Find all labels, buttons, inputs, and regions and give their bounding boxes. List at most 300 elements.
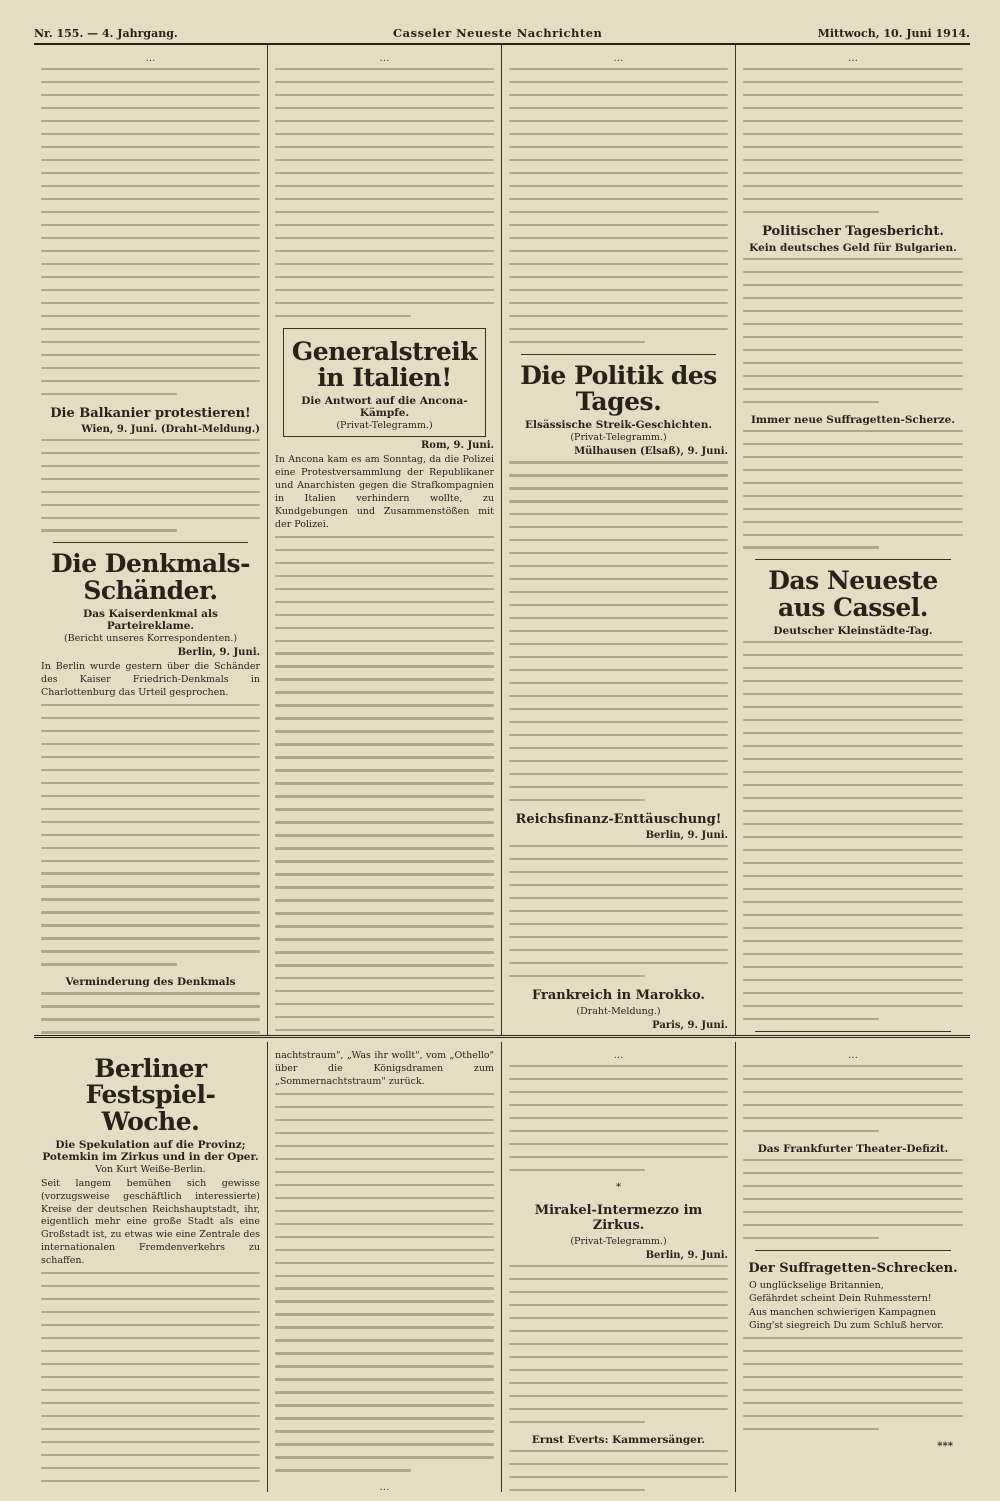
text-line [743, 771, 963, 773]
text-line [743, 758, 963, 760]
text-line [275, 68, 494, 70]
headline-mirakel: Mirakel-Intermezzo im Zirkus. [534, 1202, 703, 1233]
text-line [743, 693, 963, 695]
text-line [743, 706, 963, 708]
text-line [743, 823, 963, 825]
issue-date: Mittwoch, 10. Juni 1914. [817, 27, 970, 40]
text-line [41, 159, 260, 161]
article-lead: In Berlin wurde gestern über die Schänder des Kaiser Friedrich-Denkmals in Charlottenburg das Urteil gesprochen. [41, 660, 260, 698]
paper-name: Casseler Neueste Nachrichten [393, 26, 603, 40]
text-line [275, 1300, 494, 1302]
text-line [275, 172, 494, 174]
text-line [275, 704, 494, 706]
text-line [509, 107, 728, 109]
text-line [509, 1343, 728, 1345]
text-line [743, 185, 963, 187]
text-line [743, 1198, 963, 1200]
top-column-2: … Generalstreik in Italien! Die Antwort auf die Ancona-Kämpfe. (Privat-Telegramm.) Rom, 9. Juni. In Ancona kam es am Sonntag, da die Polizei eine Protestversammlung der Republikaner und Anarchisten gegen die Strafkompagnien in Italien verhindern wollte, zu Kundgebungen und Zusammenstößen mit der Polizei. [268, 45, 502, 1035]
text-line [275, 146, 494, 148]
text-line [275, 1029, 494, 1031]
text-line [275, 1093, 494, 1095]
text-line [509, 1143, 728, 1145]
bottom-column-1 [34, 1042, 268, 1492]
text-line [509, 159, 728, 161]
text-line [509, 962, 728, 964]
text-line [509, 656, 728, 658]
text-line [509, 578, 728, 580]
text-line [743, 1065, 963, 1067]
text-line [275, 211, 494, 213]
article-lead: In Ancona kam es am Sonntag, da die Polizei eine Protestversammlung der Republikaner und Anarchisten gegen die Strafkompagnien in Italien verhindern wollte, zu Kundgebungen und Zusammenstößen mit der Polizei. [275, 454, 494, 530]
text-line [275, 1171, 494, 1173]
text-line [743, 133, 963, 135]
text-line [509, 858, 728, 860]
subhead-kleinstaedte-tag: Deutscher Kleinstädte-Tag. [773, 624, 933, 637]
text-line [41, 1324, 260, 1326]
text-line [41, 717, 260, 719]
text-line [275, 302, 494, 304]
subhead-bulgarien: Kein deutsches Geld für Bulgarien. [749, 241, 957, 254]
text-line [509, 1265, 728, 1267]
text-line [41, 730, 260, 732]
text-line [743, 1185, 963, 1187]
text-line [275, 795, 494, 797]
text-line [509, 734, 728, 736]
text-line [743, 1350, 963, 1352]
text-line [509, 461, 728, 463]
text-line [509, 1421, 645, 1423]
text-line [41, 68, 260, 70]
text-line [41, 1005, 260, 1007]
text-line [275, 94, 494, 96]
text-line [275, 81, 494, 83]
text-line [743, 1005, 963, 1007]
issue-number: Nr. 155. — 4. Jahrgang. [34, 27, 178, 40]
text-line [41, 937, 260, 939]
text-line [509, 172, 728, 174]
text-line [41, 1031, 260, 1033]
text-line [743, 745, 963, 747]
text-line [509, 224, 728, 226]
text-line [743, 456, 963, 458]
text-line [275, 614, 494, 616]
text-line [509, 708, 728, 710]
text-line [275, 120, 494, 122]
text-line [743, 641, 963, 643]
subhead-ancona: Die Antwort auf die Ancona-Kämpfe. [301, 395, 468, 420]
text-line [41, 172, 260, 174]
text-line [275, 640, 494, 642]
text-line [275, 1210, 494, 1212]
text-line [509, 1382, 728, 1384]
text-line [509, 1317, 728, 1319]
text-line [743, 797, 963, 799]
text-line [743, 901, 963, 903]
subhead-verminderung: Verminderung des Denkmals [65, 976, 236, 989]
text-line [509, 1476, 728, 1478]
headline-festspiel-woche: Berliner Festspiel-Woche. [85, 1054, 216, 1136]
text-line [41, 950, 260, 952]
text-line [41, 924, 260, 926]
text-line [275, 1249, 494, 1251]
text-line [41, 1467, 260, 1469]
text-line [41, 198, 260, 200]
dateline-berlin: Berlin, 9. Juni. [645, 829, 728, 841]
text-line [509, 81, 728, 83]
dateline-muelhausen: Mülhausen (Elsaß), 9. Juni. [574, 446, 728, 458]
text-line [743, 1018, 879, 1020]
text-line [743, 94, 963, 96]
text-line [743, 953, 963, 955]
text-line [275, 691, 494, 693]
text-line [743, 388, 963, 390]
text-line [275, 276, 494, 278]
text-line [41, 81, 260, 83]
text-line [275, 938, 494, 940]
text-line [743, 258, 963, 260]
text-line [275, 743, 494, 745]
text-line [41, 1285, 260, 1287]
text-line [743, 159, 963, 161]
text-line [743, 1091, 963, 1093]
text-line [743, 1117, 963, 1119]
text-line [41, 743, 260, 745]
text-line [275, 1430, 494, 1432]
text-line [509, 237, 728, 239]
text-line [275, 1352, 494, 1354]
text-line [743, 375, 963, 377]
text-line [41, 504, 260, 506]
text-line [41, 834, 260, 836]
text-line [41, 107, 260, 109]
text-line [275, 1391, 494, 1393]
headline-balkan: Die Balkanier protestieren! [50, 405, 251, 421]
headline-tagesbericht: Politischer Tagesbericht. [762, 223, 944, 239]
text-line [509, 1278, 728, 1280]
text-line [41, 1311, 260, 1313]
text-line [41, 1402, 260, 1404]
text-line [275, 289, 494, 291]
poem-line: Ging'st siegreich Du zum Schluß hervor. [749, 1320, 944, 1332]
subhead-everts: Ernst Everts: Kammersänger. [531, 1433, 706, 1446]
text-line [743, 521, 963, 523]
text-line [41, 393, 177, 395]
byline-privat-telegramm: (Privat-Telegramm.) [336, 420, 433, 432]
text-line [743, 323, 963, 325]
text-line [743, 1159, 963, 1161]
article-lead: nachtstraum", „Was ihr wollt", vom „Othello" über die Königsdramen zum „Sommernachtstraum" zurück. [275, 1050, 494, 1087]
text-line [41, 1480, 260, 1482]
text-line [509, 643, 728, 645]
text-line [509, 276, 728, 278]
text-line [743, 1389, 963, 1391]
text-line [743, 271, 963, 273]
text-line [743, 546, 879, 548]
text-line [509, 1169, 645, 1171]
text-line [41, 276, 260, 278]
text-line [275, 1158, 494, 1160]
byline-korrespondent: (Bericht unseres Korrespondenten.) [63, 632, 238, 644]
text-line [41, 367, 260, 369]
text-line [509, 799, 645, 801]
text-line [509, 1304, 728, 1306]
text-line [743, 1078, 963, 1080]
text-line [509, 198, 728, 200]
text-line [275, 886, 494, 888]
text-line [509, 341, 645, 343]
text-line [509, 552, 728, 554]
text-line [509, 1408, 728, 1410]
text-line [743, 680, 963, 682]
headline-neueste-aus-cassel: Das Neueste aus Cassel. [768, 566, 938, 622]
bottom-column-2: nachtstraum", „Was ihr wollt", vom „Othello" über die Königsdramen zum „Sommernachtstraum" zurück. … [268, 1042, 502, 1492]
text-line [275, 627, 494, 629]
text-line [743, 784, 963, 786]
text-line [743, 1237, 879, 1239]
text-line [743, 810, 963, 812]
text-line [509, 1104, 728, 1106]
text-line [41, 1441, 260, 1443]
text-line [275, 1262, 494, 1264]
text-line [275, 588, 494, 590]
generalstreik-box [283, 328, 486, 438]
text-line [275, 1365, 494, 1367]
text-line [41, 847, 260, 849]
text-line [743, 211, 879, 213]
text-line [743, 336, 963, 338]
text-line [275, 665, 494, 667]
text-line [275, 1132, 494, 1134]
poem-line: Aus manchen schwierigen Kampagnen [749, 1306, 936, 1318]
text-line [509, 773, 728, 775]
text-line [41, 452, 260, 454]
text-line [275, 1016, 494, 1018]
text-line [743, 1130, 879, 1132]
text-line [509, 1065, 728, 1067]
text-line [275, 1287, 494, 1289]
text-line [509, 94, 728, 96]
top-column-3: … Die Politik des Tages. Elsässische Streik-Geschichten. (Privat-Telegramm.) Mülhausen (Elsaß), 9. Juni. Reichsfinanz-Enttäuschung! Berlin, 9. Juni. Frankreich in Marokko. (Draht-Meldung.) Paris, 9. Juni. [502, 45, 736, 1035]
text-line [41, 1389, 260, 1391]
text-line [275, 951, 494, 953]
text-line [509, 721, 728, 723]
text-line [41, 821, 260, 823]
byline-privat-telegramm: (Privat-Telegramm.) [570, 432, 667, 444]
text-line [743, 508, 963, 510]
text-line [509, 910, 728, 912]
text-line [743, 875, 963, 877]
text-line [509, 747, 728, 749]
text-line [743, 310, 963, 312]
text-line [743, 172, 963, 174]
bottom-column-4: … Das Frankfurter Theater-Defizit. Der Suffragetten-Schrecken. O unglückselige Britannien, Gefährdet scheint Dein Ruhmesstern! Aus manchen schwierigen Kampagnen Ging'st siegreich Du zum Schluß hervor. *** [736, 1042, 970, 1492]
text-line [509, 786, 728, 788]
text-line [41, 1415, 260, 1417]
text-line [509, 845, 728, 847]
text-line [275, 782, 494, 784]
text-line [509, 565, 728, 567]
text-line [743, 482, 963, 484]
text-line [743, 979, 963, 981]
text-line [743, 68, 963, 70]
text-line [275, 1119, 494, 1121]
text-line [509, 1369, 728, 1371]
article-lead: Seit langem bemühen sich gewisse (vorzugsweise geschäftlich interessierte) Kreise der deutschen Reichshauptstadt, ihr, eigentlich mehr eine große Stadt als eine Großstadt ist, zu etwas wie eine Zentrale des internationalen Fremdenverkehrs zu schaffen. [41, 1177, 260, 1267]
text-line [275, 808, 494, 810]
text-line [509, 871, 728, 873]
text-line [509, 1356, 728, 1358]
text-line [41, 1363, 260, 1365]
text-line [275, 873, 494, 875]
text-line [509, 1330, 728, 1332]
text-line [275, 834, 494, 836]
text-line [743, 120, 963, 122]
text-line [41, 302, 260, 304]
text-line [275, 1456, 494, 1458]
text-line [509, 630, 728, 632]
text-line [275, 1378, 494, 1380]
dateline-berlin: Berlin, 9. Juni. [645, 1249, 728, 1261]
text-line [743, 349, 963, 351]
text-line [743, 1104, 963, 1106]
subhead-streik-geschichten: Elsässische Streik-Geschichten. [524, 419, 713, 432]
text-line [41, 756, 260, 758]
text-line [41, 289, 260, 291]
text-line [743, 992, 963, 994]
text-line [509, 500, 728, 502]
text-line [41, 769, 260, 771]
text-line [41, 94, 260, 96]
text-line [41, 354, 260, 356]
text-line [41, 1350, 260, 1352]
text-line [275, 1469, 411, 1471]
subhead-theater-defizit: Das Frankfurter Theater-Defizit. [757, 1142, 949, 1155]
text-line [743, 927, 963, 929]
text-line [41, 1428, 260, 1430]
subhead-suffragetten-scherze: Immer neue Suffragetten-Scherze. [751, 413, 955, 426]
text-line [275, 925, 494, 927]
text-line [743, 534, 963, 536]
text-line [509, 923, 728, 925]
text-line [41, 478, 260, 480]
text-line [509, 474, 728, 476]
poem [749, 1279, 963, 1333]
text-line [41, 1454, 260, 1456]
text-line [41, 439, 260, 441]
text-line [743, 401, 879, 403]
masthead [34, 26, 970, 45]
text-line [275, 159, 494, 161]
text-line [41, 315, 260, 317]
byline-kurt-weisse: Von Kurt Weiße-Berlin. [95, 1163, 206, 1175]
text-line [509, 146, 728, 148]
text-line [509, 263, 728, 265]
text-line [275, 977, 494, 979]
text-line [275, 730, 494, 732]
headline-generalstreik: Generalstreik in Italien! [291, 336, 478, 392]
text-line [41, 872, 260, 874]
text-line [509, 897, 728, 899]
text-line [509, 513, 728, 515]
text-line [41, 782, 260, 784]
text-line [509, 1395, 728, 1397]
top-column-1: … Die Balkanier protestieren! Wien, 9. Juni. (Draht-Meldung.) Die Denkmals-Schänder. Das Kaiserdenkmal als Parteireklame. (Bericht unseres Korrespondenten.) Berlin, 9. Juni. In Berlin wurde gestern über die Schänder des Kaiser Friedrich-Denkmals in Charlottenburg das Urteil gesprochen. Verminderung des Denkmals [34, 45, 268, 1035]
text-line [41, 211, 260, 213]
text-line [509, 185, 728, 187]
text-line [509, 120, 728, 122]
text-line [275, 562, 494, 564]
text-line [743, 888, 963, 890]
text-line [41, 808, 260, 810]
text-line [509, 68, 728, 70]
headline-suffragetten-schrecken: Der Suffragetten-Schrecken. [748, 1260, 958, 1276]
text-line [743, 1376, 963, 1378]
dateline-berlin: Berlin, 9. Juni. [177, 646, 260, 658]
headline-reichsfinanz: Reichsfinanz-Enttäuschung! [515, 811, 722, 827]
text-line [275, 964, 494, 966]
text-line [743, 914, 963, 916]
text-line [509, 682, 728, 684]
text-line [275, 263, 494, 265]
text-line [509, 315, 728, 317]
text-line [509, 289, 728, 291]
text-line [275, 769, 494, 771]
text-line [275, 224, 494, 226]
text-line [41, 1272, 260, 1274]
text-line [41, 885, 260, 887]
text-line [743, 719, 963, 721]
text-line [275, 821, 494, 823]
dateline-paris: Paris, 9. Juni. [652, 1019, 728, 1031]
text-line [41, 1376, 260, 1378]
text-line [275, 1326, 494, 1328]
text-line [275, 1417, 494, 1419]
text-line [41, 529, 177, 531]
text-line [41, 341, 260, 343]
text-line [41, 491, 260, 493]
text-line [509, 884, 728, 886]
signoff: *** [937, 1440, 953, 1452]
text-line [275, 237, 494, 239]
text-line [743, 362, 963, 364]
text-line [275, 549, 494, 551]
text-line [743, 654, 963, 656]
text-line [743, 1402, 963, 1404]
text-line [509, 760, 728, 762]
poem-line: O unglückselige Britannien, [749, 1279, 884, 1291]
text-line [275, 1223, 494, 1225]
text-line [275, 601, 494, 603]
text-line [275, 990, 494, 992]
text-line [509, 1117, 728, 1119]
text-line [743, 198, 963, 200]
text-line [509, 302, 728, 304]
dateline-wien: Wien, 9. Juni. (Draht-Meldung.) [81, 423, 260, 435]
byline-draht-meldung: (Draht-Meldung.) [576, 1005, 661, 1017]
text-line [275, 717, 494, 719]
text-line [275, 652, 494, 654]
text-line [743, 1415, 963, 1417]
text-line [275, 860, 494, 862]
text-line [509, 487, 728, 489]
text-line [41, 133, 260, 135]
text-line [743, 107, 963, 109]
text-line [509, 133, 728, 135]
text-line [509, 539, 728, 541]
text-line [743, 284, 963, 286]
text-line [509, 975, 645, 977]
text-line [509, 526, 728, 528]
